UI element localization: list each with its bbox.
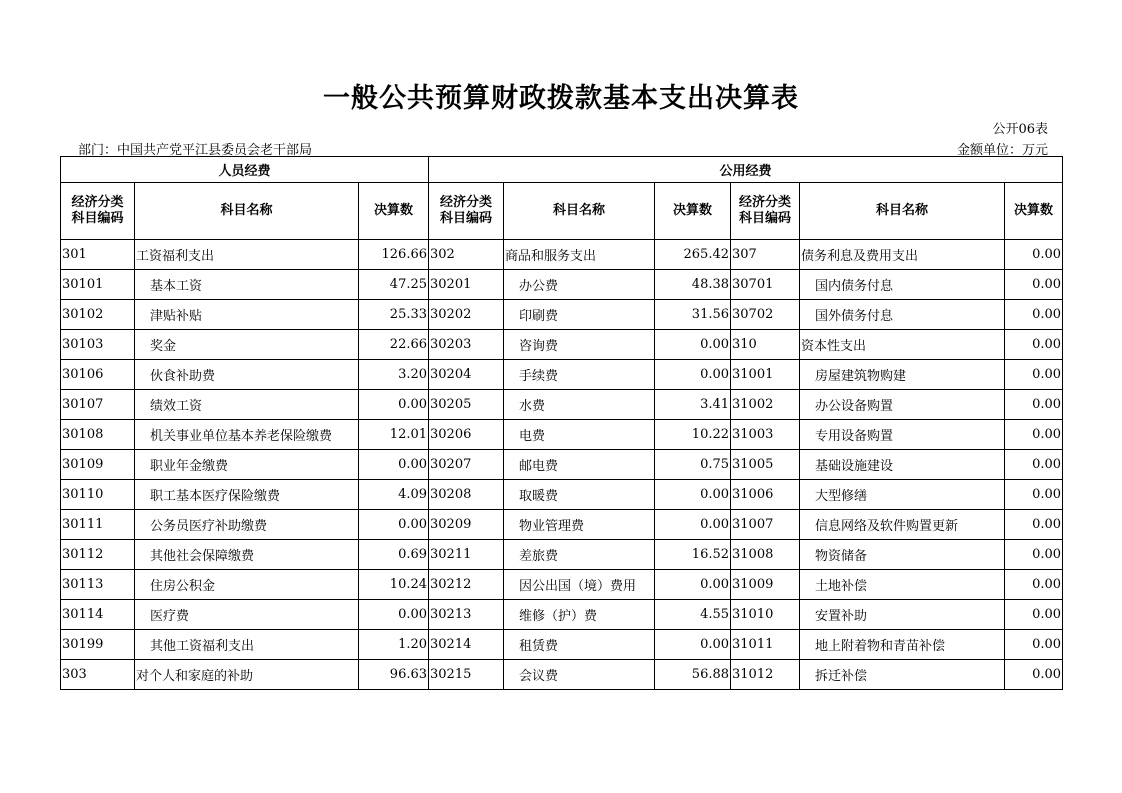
amount-cell: 0.00: [1005, 300, 1063, 330]
table-row: [61, 420, 1063, 450]
code-cell: 31008: [731, 540, 800, 570]
code-cell: 30112: [61, 540, 135, 570]
amount-cell: 0.75: [655, 450, 731, 480]
name-cell: 国外债务付息: [800, 300, 1005, 330]
amount-cell: 0.00: [1005, 420, 1063, 450]
amount-cell: 0.00: [1005, 540, 1063, 570]
amount-cell: 0.00: [655, 360, 731, 390]
table-row: [61, 540, 1063, 570]
amount-cell: 0.00: [1005, 510, 1063, 540]
amount-cell: 25.33: [359, 300, 429, 330]
code-cell: 30211: [429, 540, 504, 570]
code-cell: 30113: [61, 570, 135, 600]
table-row: [61, 270, 1063, 300]
name-cell: 资本性支出: [800, 330, 1005, 360]
name-cell: 国内债务付息: [800, 270, 1005, 300]
amount-unit-label: 金额单位：万元: [956, 143, 1048, 158]
name-cell: 邮电费: [504, 450, 655, 480]
code-cell: 31010: [731, 600, 800, 630]
table-row: [61, 510, 1063, 540]
code-cell: 30215: [429, 660, 504, 690]
code-cell: 30205: [429, 390, 504, 420]
code-cell: 30213: [429, 600, 504, 630]
code-cell: 30702: [731, 300, 800, 330]
code-cell: 31006: [731, 480, 800, 510]
name-cell: 工资福利支出: [135, 240, 359, 270]
code-cell: 31003: [731, 420, 800, 450]
name-cell: 土地补偿: [800, 570, 1005, 600]
amount-cell: 265.42: [655, 240, 731, 270]
amount-cell: 0.00: [1005, 450, 1063, 480]
table-row: [61, 660, 1063, 690]
name-cell: 专用设备购置: [800, 420, 1005, 450]
code-cell: 31005: [731, 450, 800, 480]
name-cell: 租赁费: [504, 630, 655, 660]
code-cell: 30108: [61, 420, 135, 450]
table-row: [61, 450, 1063, 480]
name-cell: 咨询费: [504, 330, 655, 360]
name-cell: 物业管理费: [504, 510, 655, 540]
name-cell: 拆迁补偿: [800, 660, 1005, 690]
name-cell: 水费: [504, 390, 655, 420]
code-cell: 31001: [731, 360, 800, 390]
name-cell: 电费: [504, 420, 655, 450]
name-cell: 奖金: [135, 330, 359, 360]
code-cell: 30109: [61, 450, 135, 480]
amount-cell: 0.69: [359, 540, 429, 570]
table-row: [61, 240, 1063, 270]
code-cell: 310: [731, 330, 800, 360]
name-cell: 公务员医疗补助缴费: [135, 510, 359, 540]
header-name: 科目名称: [135, 183, 359, 240]
code-cell: 30207: [429, 450, 504, 480]
name-cell: 办公费: [504, 270, 655, 300]
code-cell: 30701: [731, 270, 800, 300]
code-cell: 30208: [429, 480, 504, 510]
amount-cell: 56.88: [655, 660, 731, 690]
name-cell: 大型修缮: [800, 480, 1005, 510]
code-cell: 30209: [429, 510, 504, 540]
name-cell: 基础设施建设: [800, 450, 1005, 480]
group-header-row: [61, 157, 1063, 183]
code-cell: 31009: [731, 570, 800, 600]
name-cell: 基本工资: [135, 270, 359, 300]
amount-cell: 0.00: [1005, 360, 1063, 390]
amount-cell: 4.09: [359, 480, 429, 510]
name-cell: 津贴补贴: [135, 300, 359, 330]
amount-cell: 0.00: [1005, 630, 1063, 660]
name-cell: 商品和服务支出: [504, 240, 655, 270]
code-cell: 31011: [731, 630, 800, 660]
amount-cell: 0.00: [359, 510, 429, 540]
header-code-line1: 经济分类: [440, 195, 493, 210]
amount-cell: 96.63: [359, 660, 429, 690]
amount-cell: 16.52: [655, 540, 731, 570]
code-cell: 30204: [429, 360, 504, 390]
group-public: 公用经费: [429, 157, 1063, 183]
name-cell: 维修（护）费: [504, 600, 655, 630]
code-cell: 31012: [731, 660, 800, 690]
table-row: [61, 360, 1063, 390]
report-title: 一般公共预算财政拨款基本支出决算表: [323, 83, 799, 114]
header-code: [731, 183, 800, 240]
code-cell: 30206: [429, 420, 504, 450]
name-cell: 其他社会保障缴费: [135, 540, 359, 570]
name-cell: 伙食补助费: [135, 360, 359, 390]
header-code-line2: 科目编码: [440, 211, 493, 226]
amount-cell: 47.25: [359, 270, 429, 300]
code-cell: 30114: [61, 600, 135, 630]
name-cell: 差旅费: [504, 540, 655, 570]
amount-cell: 0.00: [655, 480, 731, 510]
name-cell: 职工基本医疗保险缴费: [135, 480, 359, 510]
header-amount: 决算数: [655, 183, 731, 240]
amount-cell: 0.00: [655, 510, 731, 540]
amount-cell: 0.00: [655, 570, 731, 600]
header-code-line1: 经济分类: [739, 195, 792, 210]
amount-cell: 126.66: [359, 240, 429, 270]
header-name: 科目名称: [504, 183, 655, 240]
name-cell: 绩效工资: [135, 390, 359, 420]
amount-cell: 0.00: [1005, 390, 1063, 420]
header-amount: 决算数: [1005, 183, 1063, 240]
amount-cell: 0.00: [359, 600, 429, 630]
name-cell: 手续费: [504, 360, 655, 390]
amount-cell: 0.00: [1005, 240, 1063, 270]
amount-cell: 1.20: [359, 630, 429, 660]
amount-cell: 48.38: [655, 270, 731, 300]
name-cell: 地上附着物和青苗补偿: [800, 630, 1005, 660]
amount-cell: 0.00: [1005, 600, 1063, 630]
name-cell: 医疗费: [135, 600, 359, 630]
table-row: [61, 390, 1063, 420]
amount-cell: 0.00: [1005, 480, 1063, 510]
amount-cell: 31.56: [655, 300, 731, 330]
code-cell: 307: [731, 240, 800, 270]
code-cell: 303: [61, 660, 135, 690]
table-row: [61, 480, 1063, 510]
amount-cell: 4.55: [655, 600, 731, 630]
amount-cell: 0.00: [1005, 270, 1063, 300]
code-cell: 30103: [61, 330, 135, 360]
amount-cell: 22.66: [359, 330, 429, 360]
name-cell: 职业年金缴费: [135, 450, 359, 480]
code-cell: 31007: [731, 510, 800, 540]
header-code-line2: 科目编码: [739, 211, 792, 226]
column-header-row: [61, 183, 1063, 240]
table-row: [61, 630, 1063, 660]
code-cell: 301: [61, 240, 135, 270]
code-cell: 30203: [429, 330, 504, 360]
amount-cell: 0.00: [1005, 570, 1063, 600]
header-code-line1: 经济分类: [71, 195, 124, 210]
name-cell: 因公出国（境）费用: [504, 570, 655, 600]
table-row: [61, 330, 1063, 360]
header-amount: 决算数: [359, 183, 429, 240]
code-cell: 30214: [429, 630, 504, 660]
amount-cell: 3.20: [359, 360, 429, 390]
code-cell: 30111: [61, 510, 135, 540]
header-name: 科目名称: [800, 183, 1005, 240]
name-cell: 信息网络及软件购置更新: [800, 510, 1005, 540]
code-cell: 30199: [61, 630, 135, 660]
header-code-line2: 科目编码: [71, 211, 124, 226]
amount-cell: 0.00: [1005, 330, 1063, 360]
code-cell: 30201: [429, 270, 504, 300]
amount-cell: 0.00: [655, 630, 731, 660]
amount-cell: 10.24: [359, 570, 429, 600]
header-code: [61, 183, 135, 240]
code-cell: 30107: [61, 390, 135, 420]
table-row: [61, 570, 1063, 600]
header-code: [429, 183, 504, 240]
name-cell: 住房公积金: [135, 570, 359, 600]
table-row: [61, 600, 1063, 630]
amount-cell: 0.00: [359, 450, 429, 480]
name-cell: 安置补助: [800, 600, 1005, 630]
code-cell: 30106: [61, 360, 135, 390]
code-cell: 30102: [61, 300, 135, 330]
expenditure-table: [60, 156, 1063, 690]
name-cell: 会议费: [504, 660, 655, 690]
code-cell: 30202: [429, 300, 504, 330]
amount-cell: 12.01: [359, 420, 429, 450]
name-cell: 印刷费: [504, 300, 655, 330]
amount-cell: 3.41: [655, 390, 731, 420]
amount-cell: 0.00: [655, 330, 731, 360]
name-cell: 房屋建筑物购建: [800, 360, 1005, 390]
department-label: 部门：中国共产党平江县委员会老干部局: [78, 143, 313, 158]
name-cell: 债务利息及费用支出: [800, 240, 1005, 270]
name-cell: 物资储备: [800, 540, 1005, 570]
name-cell: 办公设备购置: [800, 390, 1005, 420]
amount-cell: 10.22: [655, 420, 731, 450]
name-cell: 取暖费: [504, 480, 655, 510]
name-cell: 对个人和家庭的补助: [135, 660, 359, 690]
group-personnel: 人员经费: [61, 157, 429, 183]
code-cell: 30212: [429, 570, 504, 600]
table-row: [61, 300, 1063, 330]
code-cell: 30110: [61, 480, 135, 510]
amount-cell: 0.00: [359, 390, 429, 420]
amount-cell: 0.00: [1005, 660, 1063, 690]
table-code: 公开06表: [992, 122, 1048, 137]
name-cell: 机关事业单位基本养老保险缴费: [135, 420, 359, 450]
name-cell: 其他工资福利支出: [135, 630, 359, 660]
code-cell: 302: [429, 240, 504, 270]
code-cell: 30101: [61, 270, 135, 300]
code-cell: 31002: [731, 390, 800, 420]
